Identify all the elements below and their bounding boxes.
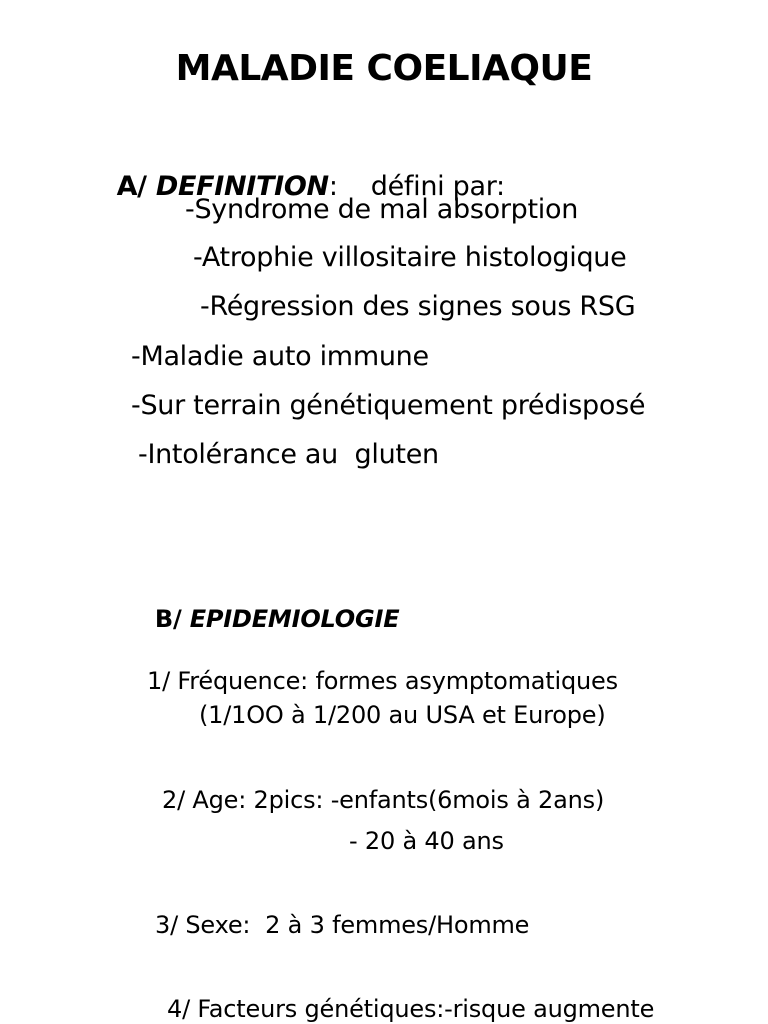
definition-item: -Intolérance au gluten bbox=[138, 439, 439, 470]
epidemiology-item: 3/ Sexe: 2 à 3 femmes/Homme bbox=[155, 911, 530, 939]
definition-item: -Sur terrain génétiquement prédisposé bbox=[131, 390, 646, 421]
epidemiology-item: 1/ Fréquence: formes asymptomatiques bbox=[147, 667, 618, 695]
section-a-label: DEFINITION bbox=[155, 171, 329, 202]
epidemiology-item: 4/ Facteurs génétiques:-risque augmente bbox=[167, 995, 655, 1023]
definition-item: -Régression des signes sous RSG bbox=[200, 291, 636, 322]
page-title: MALADIE COELIAQUE bbox=[175, 48, 593, 89]
epidemiology-item: - 20 à 40 ans bbox=[349, 827, 504, 855]
definition-item: -Atrophie villositaire histologique bbox=[193, 242, 627, 273]
section-a-heading bbox=[100, 146, 505, 200]
definition-item: -Maladie auto immune bbox=[131, 341, 429, 372]
epidemiology-item: 2/ Age: 2pics: -enfants(6mois à 2ans) bbox=[162, 786, 605, 814]
section-b-prefix: B/ bbox=[154, 605, 190, 633]
section-a-suffix: : défini par: bbox=[328, 171, 505, 202]
section-b-label: EPIDEMIOLOGIE bbox=[189, 605, 400, 633]
section-b-heading bbox=[140, 583, 399, 631]
epidemiology-item: (1/1OO à 1/200 au USA et Europe) bbox=[199, 701, 606, 729]
definition-item: -Syndrome de mal absorption bbox=[185, 194, 579, 225]
section-a-prefix: A/ bbox=[116, 171, 156, 202]
